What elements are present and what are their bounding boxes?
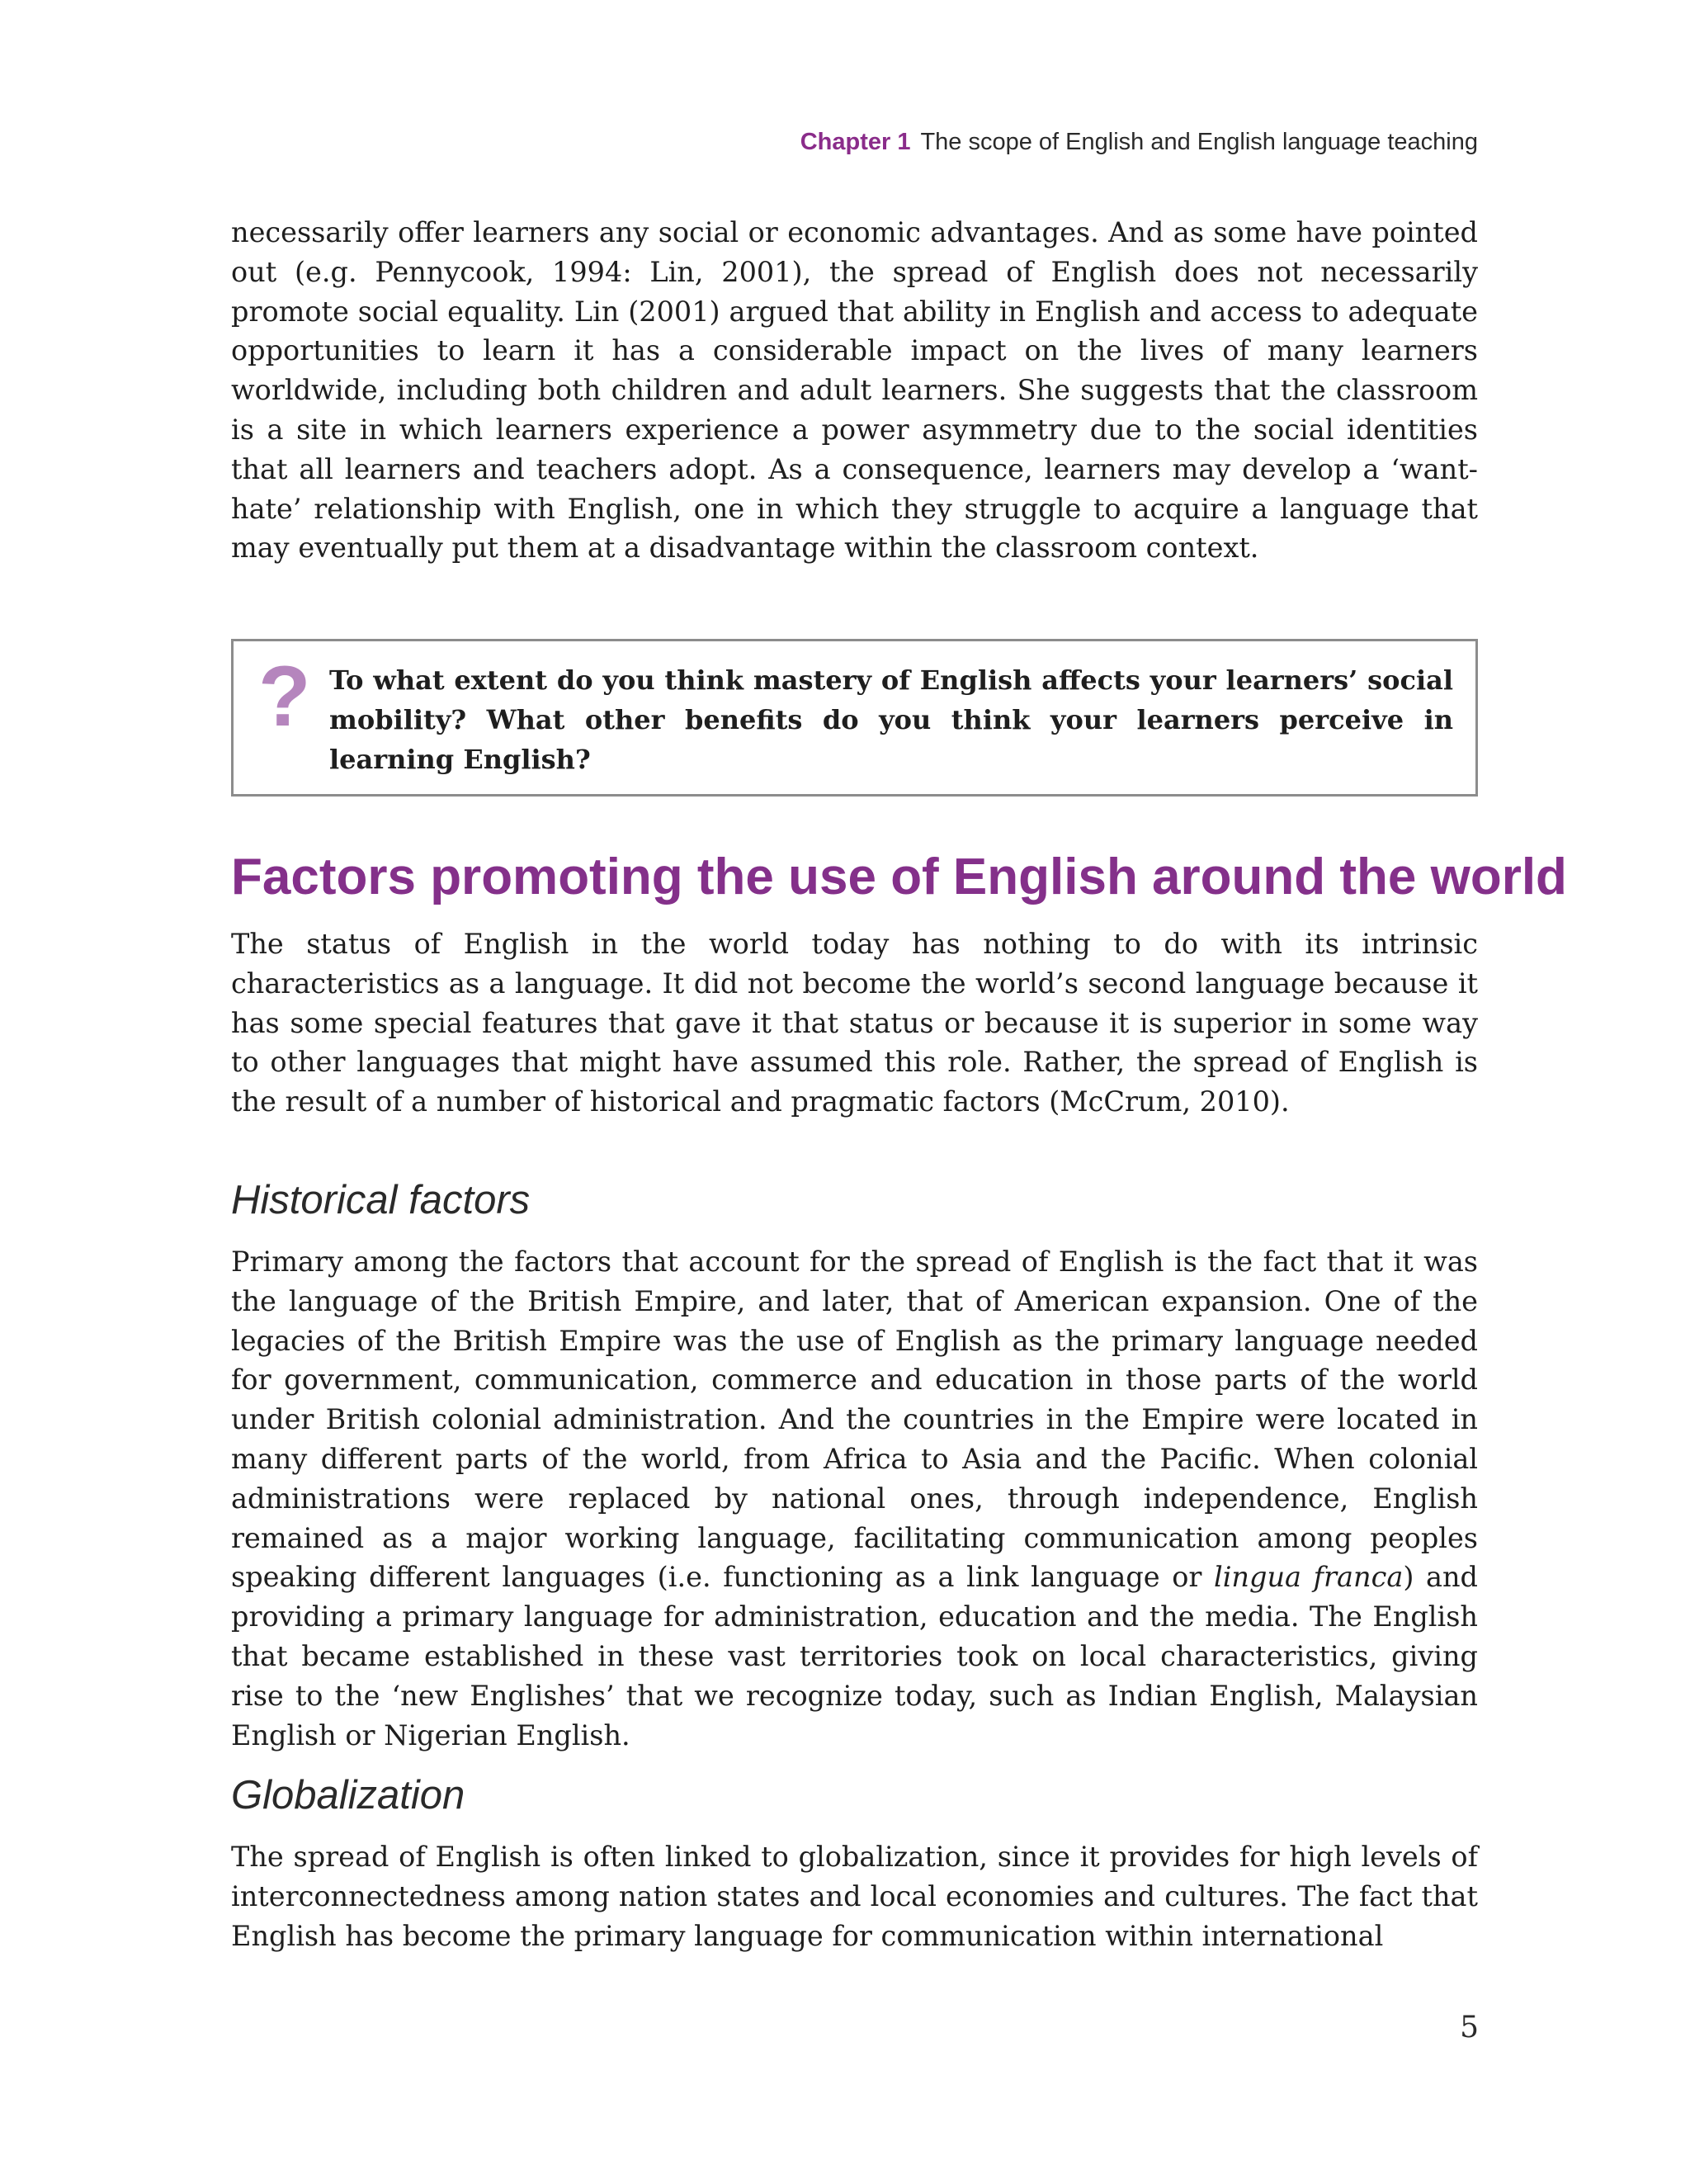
reflection-question-box: [231, 639, 1478, 797]
body-paragraph-3: [231, 1242, 1478, 1755]
paragraph-3-part-1: Primary among the factors that account for the spread of English is the fact that it was the language of the British Empire, and later, that of American expansion. One of the legacies of the British Empire was the use of English as the primary language needed for government, communication, commerce and education in those parts of the world under British colonial administration. And the countries in the Empire were located in many different parts of the world, from Africa to Asia and the Pacific. When colonial administrations were replaced by national ones, through independence, English remained as a major working language, facilitating communication among peoples speaking different languages (i.e. functioning as a link language or: [231, 1246, 1478, 1594]
paragraph-3-part-2: ) and providing a primary language for administration, education and the media. The English that became established in these vast territories took on local characteristics, giving rise to the ‘new Englishes’ that we recognize today, such as Indian English, Malaysian English or Nigerian English.: [231, 1561, 1478, 1751]
lingua-franca-term: lingua franca: [1214, 1561, 1404, 1594]
body-paragraph-4: The spread of English is often linked to globalization, since it provides for high levels of interconnectedness among nation states and local economies and cultures. The fact that English has become the primary language for communication within international: [231, 1841, 1478, 1952]
running-head-title: The scope of English and English language teaching: [920, 129, 1478, 155]
page-number: 5: [1460, 2011, 1479, 2045]
section-heading: Factors promoting the use of English around the world: [231, 849, 1567, 905]
subheading-globalization: Globalization: [231, 1773, 465, 1818]
running-head: [800, 129, 1478, 156]
question-mark-icon: ?: [258, 649, 311, 745]
reflection-question-text: To what extent do you think mastery of English affects your learners’ social mobility? What other benefits do you think your learners perceive in learning English?: [329, 664, 1453, 775]
running-head-chapter: Chapter 1: [800, 129, 911, 155]
body-paragraph-2: The status of English in the world today has nothing to do with its intrinsic characteristics as a language. It did not become the world’s second language because it has some special features that gave it that status or because it is superior in some way to other languages that might have assumed this role. Rather, the spread of English is the result of a number of historical and pragmatic factors (McCrum, 2010).: [231, 928, 1478, 1118]
body-paragraph-1: necessarily offer learners any social or economic advantages. And as some have pointed out (e.g. Pennycook, 1994: Lin, 2001), the spread of English does not necessarily promote social equality. Lin (2001) argued that ability in English and access to adequate opportunities to learn it has a considerable impact on the lives of many learners worldwide, including both children and adult learners. She suggests that the classroom is a site in which learners experience a power asymmetry due to the social identities that all learners and teachers adopt. As a consequence, learners may develop a ‘want-hate’ relationship with English, one in which they struggle to acquire a language that may eventually put them at a disadvantage within the classroom context.: [231, 216, 1478, 565]
subheading-historical-factors: Historical factors: [231, 1178, 531, 1222]
